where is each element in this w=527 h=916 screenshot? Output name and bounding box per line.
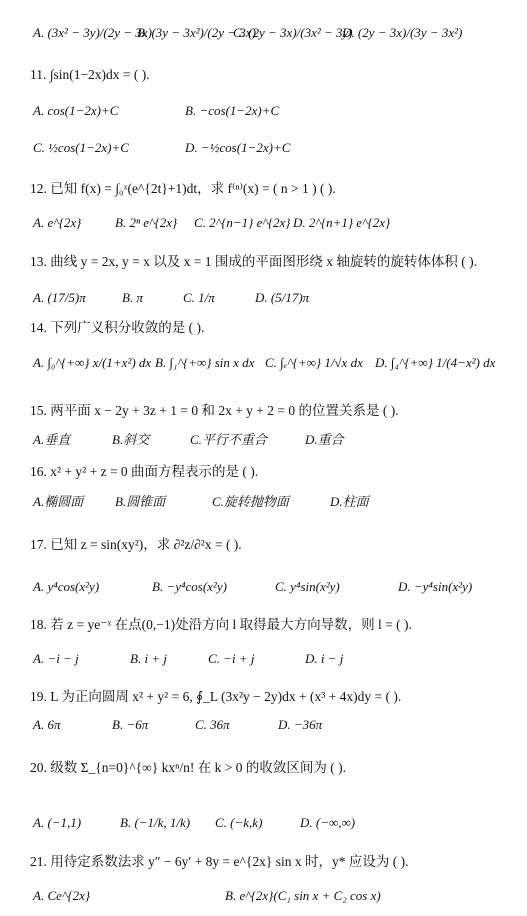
option-b: B. e^{2x}(C₁ sin x + C₂ cos x) <box>225 888 381 903</box>
option-b: B. ∫₁^{+∞} sin x dx <box>155 355 255 370</box>
option-a: A. 6π <box>33 717 61 732</box>
option-a: A.椭圆面 <box>33 493 84 509</box>
options-row-q10 <box>0 13 527 53</box>
question-11 <box>0 55 527 95</box>
option-c: C. −i + j <box>208 651 255 666</box>
option-c: C. (−k,k) <box>215 815 263 830</box>
option-b: B. (−1/k, 1/k) <box>120 815 191 830</box>
option-b: B. −6π <box>112 717 149 732</box>
option-d: D. (−∞,∞) <box>300 815 356 830</box>
question-text: 12. 已知 f(x) = ∫₀ˣ(e^{2t}+1)dt，求 f⁽ⁿ⁾(x) = ( n > 1 ) ( ). <box>30 181 336 196</box>
option-d: D. −36π <box>278 717 323 732</box>
option-d: D. i − j <box>305 651 344 666</box>
option-a: A. (3x² − 3y)/(2y − 3x) <box>33 25 152 40</box>
option-b: B. (3y − 3x²)/(2y − 3x) <box>137 25 256 40</box>
option-c: C. ∫ₑ^{+∞} 1/√x dx <box>265 355 363 370</box>
option-c: C. (2y − 3x)/(3x² − 3y) <box>233 25 353 40</box>
question-text: 14. 下列广义积分收敛的是 ( ). <box>30 320 205 335</box>
option-c: C. 36π <box>195 717 230 732</box>
option-b: B. π <box>122 290 143 305</box>
options-row-q11-2 <box>0 128 527 168</box>
question-18 <box>0 603 527 643</box>
option-a: A. (−1,1) <box>33 815 82 830</box>
option-b: B. i + j <box>130 651 167 666</box>
option-d: D.柱面 <box>330 493 369 509</box>
question-text: 21. 用待定系数法求 y″ − 6y′ + 8y = e^{2x} sin x 时，y* 应设为 ( ). <box>30 854 409 869</box>
option-a: A.垂直 <box>33 431 71 447</box>
option-b: B.圆锥面 <box>115 493 166 509</box>
option-a: A. −i − j <box>33 651 79 666</box>
question-20 <box>0 746 527 786</box>
option-d: D. ∫₄^{+∞} 1/(4−x²) dx <box>375 355 496 370</box>
options-row-q18 <box>0 639 527 679</box>
question-text: 13. 曲线 y = 2x, y = x 以及 x = 1 围成的平面图形绕 x 轴旋转的旋转体体积 ( ). <box>30 254 477 269</box>
option-c: C. y⁴sin(x²y) <box>275 579 340 594</box>
options-row-q21 <box>0 876 527 916</box>
options-row-q20 <box>0 803 527 843</box>
question-text: 16. x² + y² + z = 0 曲面方程表示的是 ( ). <box>30 464 259 479</box>
question-21 <box>0 840 527 880</box>
question-text: 17. 已知 z = sin(xy²)，求 ∂²z/∂²x = ( ). <box>30 537 242 552</box>
question-text: 20. 级数 Σ_{n=0}^{∞} kxⁿ/n! 在 k > 0 的收敛区间为 ( ). <box>30 760 346 775</box>
options-row-q16 <box>0 480 527 520</box>
option-b: B. −y⁴cos(x²y) <box>152 579 227 594</box>
option-b: B. 2ⁿ e^{2x} <box>115 215 178 230</box>
option-c: C.平行不重合 <box>190 431 267 447</box>
option-d: D. (2y − 3x)/(3y − 3x²) <box>342 25 463 40</box>
option-d: D. −½cos(1−2x)+C <box>185 140 291 155</box>
options-row-q14 <box>0 343 527 383</box>
options-row-q11-1 <box>0 91 527 131</box>
option-a: A. (17/5)π <box>33 290 86 305</box>
question-text: 19. L 为正向圆周 x² + y² = 6, ∮_L (3x²y − 2y)dx + (x³ + 4x)dy = ( ). <box>30 689 402 704</box>
option-a: A. cos(1−2x)+C <box>33 103 119 118</box>
option-d: D. −y⁴sin(x²y) <box>398 579 473 594</box>
question-14 <box>0 306 527 346</box>
question-12 <box>0 167 527 207</box>
question-17 <box>0 523 527 563</box>
option-c: C. 1/π <box>183 290 215 305</box>
options-row-q19 <box>0 705 527 745</box>
option-a: A. Ce^{2x} <box>33 888 91 903</box>
option-c: C. ½cos(1−2x)+C <box>33 140 129 155</box>
question-13 <box>0 240 527 280</box>
question-text: 18. 若 z = ye⁻ˣ 在点(0,−1)处沿方向 l 取得最大方向导数，则 l = ( ). <box>30 617 412 632</box>
option-a: A. ∫₀^{+∞} x/(1+x²) dx <box>33 355 152 370</box>
option-d: D. (5/17)π <box>255 290 310 305</box>
options-row-q17 <box>0 567 527 607</box>
option-a: A. e^{2x} <box>33 215 82 230</box>
option-a: A. y⁴cos(x²y) <box>33 579 100 594</box>
question-text: 15. 两平面 x − 2y + 3z + 1 = 0 和 2x + y + 2 = 0 的位置关系是 ( ). <box>30 403 399 418</box>
option-b: B.斜交 <box>112 431 150 447</box>
option-d: D. 2^{n+1} e^{2x} <box>293 215 391 230</box>
option-b: B. −cos(1−2x)+C <box>185 103 280 118</box>
options-row-q12 <box>0 203 527 243</box>
option-c: C.旋转抛物面 <box>212 493 289 509</box>
option-d: D.重合 <box>305 431 344 447</box>
option-c: C. 2^{n−1} e^{2x} <box>194 215 291 230</box>
question-text: 11. ∫sin(1−2x)dx = ( ). <box>30 67 150 82</box>
